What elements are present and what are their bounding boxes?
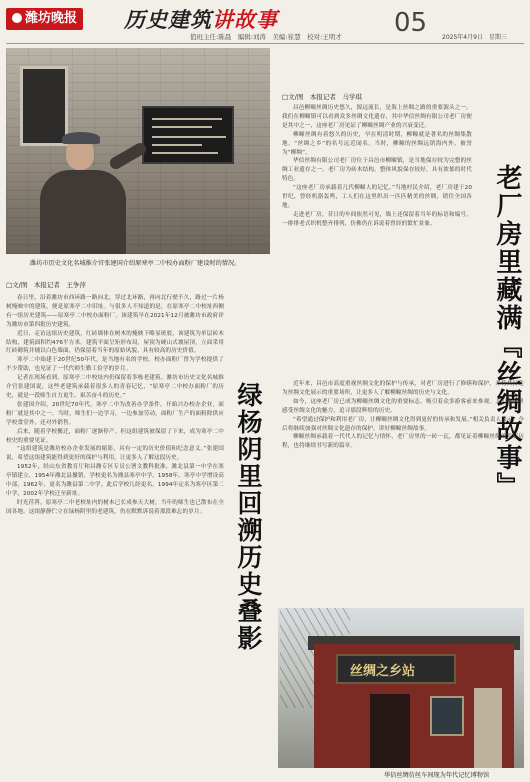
photo-caption-left: 潍坊市历史文化名城推介官张建国介绍原寒亭二中校办面粉厂建设时的情况。 [30, 260, 241, 267]
page-number: 05 [394, 8, 428, 38]
editor-credits: 值班主任:陈晨 编辑:刘涛 美编:崔慧 校对:王明才 [190, 33, 342, 41]
photo-caption-right: 华信丝绸仿丝车间现为年代记忆博物馆 [384, 772, 490, 779]
right-article-byline: □文/图 本报记者 马学琪 [282, 93, 362, 101]
brand-logo: 潍坊晚报 [6, 8, 83, 30]
header-divider [6, 43, 524, 44]
right-article-headline: 老厂房里藏满『丝绸故事』 [492, 164, 522, 500]
building-window [430, 696, 464, 736]
left-article-body: 春日里，沿着潍坊市西环路一路向北，穿过北环路，再向北行驶不久，路过一片杨树掩映中的建筑，便是原寒亭二中旧址。与很多人不知道的是，在原寒亭二中校址西侧有一组历史建筑——原寒亭二中校办面粉厂。该建筑早在2021年12月被潍坊市政府评为潍坊市第四批历史建筑。 近日，走访这组历史建筑，红砖墙体在树木的掩映下略显斑驳，该建筑为单层砖木结构，建筑面积约476平方米。建筑平面呈矩形布局，屋顶为硬山式坡屋顶，立面采用红砖砌筑并辅以白色墙面，仍保留着当年的原始风貌，具有较高的历史价值。 寒亭二中始建于20世纪50年代，是当地有名的学校。校办面粉厂曾为学校提供了不少帮助，也见证了一代代师生勤工俭学的岁月。 记者在现场看到，原寒亭二中校址内仍保留着多栋老建筑。潍坊市历史文化名城推介官张建国说，这些老建筑承载着很多人的青春记忆，“原寒亭二中校办面粉厂的历史，就是一段师生自力更生、艰苦奋斗的历史。” 张建国介绍，20世纪70年代，寒亭二中为改善办学条件，开始兴办校办企业，面粉厂就是其中之一。当时，师生们一边学习，一边参加劳动，面粉厂生产的面粉除供应学校食堂外，还对外销售。 后来，随着学校搬迁，面粉厂逐渐停产。但这组建筑被保留了下来，成为寒亭二中校史的重要见证。 “这组建筑是潍坊校办企业发展的缩影，具有一定的历史价值和纪念意义。”张建国说，希望这组建筑能得到更好的保护与利用，让更多人了解这段历史。 1952年，经山东省教育厅和昌潍专区专员公署文教科批准，潍北县第一中学在寒亭镇建立，1954年潍北县撤销，学校更名为潍县寒亭中学。1958年，寒亭中学增设高中部，1962年，更名为潍县第二中学。此后学校几经更名，1994年定名为寒亭区第二中学，2002年学校迁至新址。 时光荏苒，原寒亭二中老校址内的树木已长成参天大树，当年的师生也已散布在全国各地。这组静静伫立在绿杨阴里的老建筑，仍在默默诉说着那段难忘的岁月。 [6, 295, 224, 515]
person-figure [28, 128, 138, 254]
article-photo-right [278, 608, 524, 768]
heritage-plaque [142, 106, 234, 164]
left-article-headline: 绿杨阴里回溯历史叠影 [234, 382, 263, 652]
right-article-body-top: 昌邑柳疃丝绸历史悠久，源远流长，是海上丝绸之路的重要源头之一。我们在柳疃镇可以看到众多丝绸文化遗存，其中华信丝绸有限公司老厂房便是其中之一，这座老厂房见证了柳疃丝绸产业的兴衰变迁。 柳疃丝绸有着悠久的历史，早在明清时期，柳疃就是著名的丝绸集散地，“丝绸之乡”的名号远近闻名。当时，柳疃的丝绸远销海内外，被誉为“柳绸”。 华信丝绸有限公司老厂房位于昌邑市柳疃镇，是当地保存较为完整的丝绸工业遗存之一。老厂房为砖木结构，整体风貌保存较好，具有浓郁的时代特色。 “这座老厂房承载着几代柳疃人的记忆。”当地村民介绍，老厂房建于20世纪，曾经机器轰鸣，工人们在这里织出一匹匹精美的丝绸，销往全国各地。 走进老厂房，昔日的车间依然可见，墙上还保留着当年的标语和编号。一排排老式织机整齐排列，仿佛仍在诉说着曾经的繁忙景象。 [282, 105, 472, 227]
building-sign: 丝绸之乡站 [336, 654, 456, 684]
issue-date: 2025年4月9日 星期三 [442, 34, 507, 41]
section-title: 历史建筑讲故事 [124, 7, 278, 32]
building-door [370, 694, 410, 768]
right-article-body-bottom: 近年来，昌邑市高度重视丝绸文化的保护与传承，对老厂房进行了修缮和保护，并将其打造为丝绸文化展示的重要场所，让更多人了解柳疃丝绸的历史与文化。 如今，这座老厂房已成为柳疃丝绸文化的重要标志，吸引着众多游客前来参观。人们在这里感受丝绸文化的魅力，追寻那段辉煌的历史。 “希望通过保护和利用老厂房，让柳疃丝绸文化得到更好的传承和发展。”相关负责人表示，今后将继续加强对丝绸文化遗存的保护，讲好柳疃丝绸故事。 柳疃丝绸承载着一代代人的记忆与情怀，老厂房里的一砖一瓦，都见证着柳疃丝绸的发展历程，也将继续书写新的篇章。 [282, 381, 524, 450]
brand-dot-icon [12, 13, 22, 23]
left-article-byline: □文/图 本报记者 王争萍 [6, 281, 86, 289]
article-photo-left [6, 48, 270, 254]
page-header [0, 0, 530, 44]
